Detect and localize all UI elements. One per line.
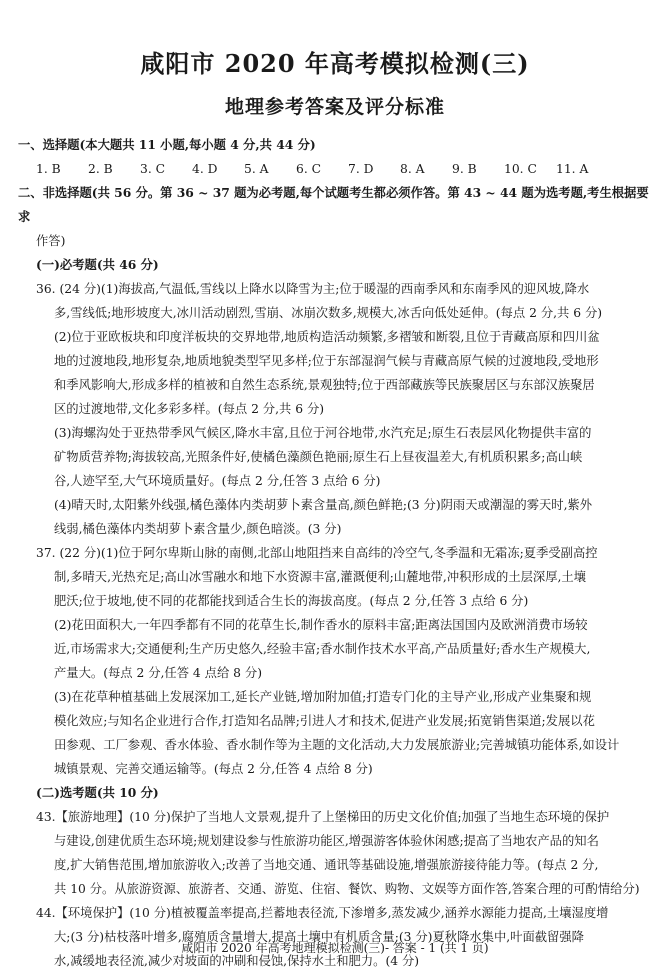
q36-line: (2)位于亚欧板块和印度洋板块的交界地带,地质构造活动频繁,多褶皱和断裂,且位于青藏高原和四川盆 [54,330,600,344]
q37-line: 制,多晴天,光热充足;高山冰雪融水和地下水资源丰富,灌溉便利;山麓地带,冲积形成的土层深厚,土壤 [54,570,587,584]
answer-item: 9. B [452,162,477,176]
q36-line: (3)海螺沟处于亚热带季风气候区,降水丰富,且位于河谷地带,水汽充足;原生石表层风化物提供丰富的 [54,426,592,440]
q37-line: 田参观、工厂参观、香水体验、香水制作等为主题的文化活动,大力发展旅游业;完善城镇功能体系,如设计 [54,738,620,752]
q36-line: 地的过渡地段,地形复杂,地质地貌类型罕见多样;位于东部湿润气候与青藏高原气候的过渡地段,受地形 [54,354,599,368]
section2-heading-cont: 作答) [36,234,66,248]
q43-line: 43.【旅游地理】(10 分)保护了当地人文景观,提升了上堡梯田的历史文化价值;加强了当地生态环境的保护 [36,810,610,824]
q37-line: 城镇景观、完善交通运输等。(每点 2 分,任答 4 点给 8 分) [54,762,373,776]
answer-item: 5. A [244,162,269,176]
q44-line: 水,减缓地表径流,减少对坡面的冲刷和侵蚀,保持水土和肥力。(4 分) [54,954,420,968]
section1-heading: 一、选择题(本大题共 11 小题,每小题 4 分,共 44 分) [18,137,316,152]
answer-item: 1. B [36,162,61,176]
q37-line: 产量大。(每点 2 分,任答 4 点给 8 分) [54,666,262,680]
q36-line: 线弱,橘色藻体内类胡萝卜素含量少,颜色暗淡。(3 分) [54,522,342,536]
q37-line: 模化效应;与知名企业进行合作,打造知名品牌;引进人才和技术,促进产业发展;拓宽销售渠道;发展以花 [54,714,595,728]
q36-line: 和季风影响大,形成多样的植被和自然生态系统,景观独特;位于西部藏族等民族聚居区与东部汉族聚居 [54,378,595,392]
q36-line: (4)晴天时,太阳紫外线强,橘色藻体内类胡萝卜素含量高,颜色鲜艳;(3 分)阴雨天或潮湿的雾天时,紫外 [54,498,593,512]
q43-line: 共 10 分。从旅游资源、旅游者、交通、游览、住宿、餐饮、购物、文娱等方面作答,答案合理的可酌情给分) [54,882,640,896]
q36-line: 36. (24 分)(1)海拔高,气温低,雪线以上降水以降雪为主;位于暖湿的西南季风和东南季风的迎风坡,降水 [36,282,590,296]
choice-answers [18,157,656,181]
answer-item: 11. A [556,162,589,176]
answer-item: 6. C [296,162,322,176]
section2-heading: 二、非选择题(共 56 分。第 36 ~ 37 题为必考题,每个试题考生都必须作答。第 43 ~ 44 题为选考题,考生根据要求 [18,185,649,224]
q37-line: (2)花田面积大,一年四季都有不同的花草生长,制作香水的原料丰富;距离法国国内及欧洲消费市场较 [54,618,588,632]
answer-item: 3. C [140,162,166,176]
q37-line: 近,市场需求大;交通便利;生产历史悠久,经验丰富;香水制作技术水平高,产品质量好;香水生产规模大, [54,642,591,656]
answer-content [18,133,656,973]
q37-line: (3)在花草种植基础上发展深加工,延长产业链,增加附加值;打造专门化的主导产业,形成产业集聚和规 [54,690,592,704]
q43-line: 与建设,创建优质生态环境;规划建设参与性旅游功能区,增强游客体验休闲感;提高了当地农产品的知名 [54,834,599,848]
q44-line: 大;(3 分)枯枝落叶增多,腐殖质含量增大,提高土壤中有机质含量;(3 分)夏秋降水集中,叶面截留强降 [54,930,584,944]
answer-item: 7. D [348,162,374,176]
q36-line: 多,雪线低;地形坡度大,冰川活动剧烈,雪崩、冰崩次数多,规模大,冰舌向低处延伸。(每点 2 分,共 6 分) [54,306,603,320]
q37-line: 肥沃;位于坡地,使不同的花都能找到适合生长的海拔高度。(每点 2 分,任答 3 点给 6 分) [54,594,529,608]
optional-heading: (二)选考题(共 10 分) [36,785,159,800]
q37-line: 37. (22 分)(1)位于阿尔卑斯山脉的南侧,北部山地阻挡来自高纬的冷空气,冬季温和无霜冻;夏季受副高控 [36,546,598,560]
q44-line: 44.【环境保护】(10 分)植被覆盖率提高,拦蓄地表径流,下渗增多,蒸发减少,涵养水源能力提高,土壤湿度增 [36,906,609,920]
answer-item: 4. D [192,162,218,176]
q43-line: 度,扩大销售范围,增加旅游收入;改善了当地交通、通讯等基础设施,增强旅游接待能力等。(每点 2 分, [54,858,599,872]
q36-line: 矿物质营养物;海拔较高,光照条件好,使橘色藻颜色艳丽;原生石上昼夜温差大,有机质积累多;高山峡 [54,450,583,464]
page-title: 咸阳市 2020 年高考模拟检测(三) [140,49,530,78]
answer-item: 8. A [400,162,425,176]
required-heading: (一)必考题(共 46 分) [36,257,159,272]
answer-item: 10. C [504,162,537,176]
q36-line: 谷,人迹罕至,大气环境质量好。(每点 2 分,任答 3 点给 6 分) [54,474,381,488]
page-footer: 咸阳市 2020 年高考地理模拟检测(三)- 答案 - 1 (共 1 页) [181,941,489,955]
page-subtitle: 地理参考答案及评分标准 [224,96,445,118]
q36-line: 区的过渡地带,文化多彩多样。(每点 2 分,共 6 分) [54,402,325,416]
answer-item: 2. B [88,162,113,176]
